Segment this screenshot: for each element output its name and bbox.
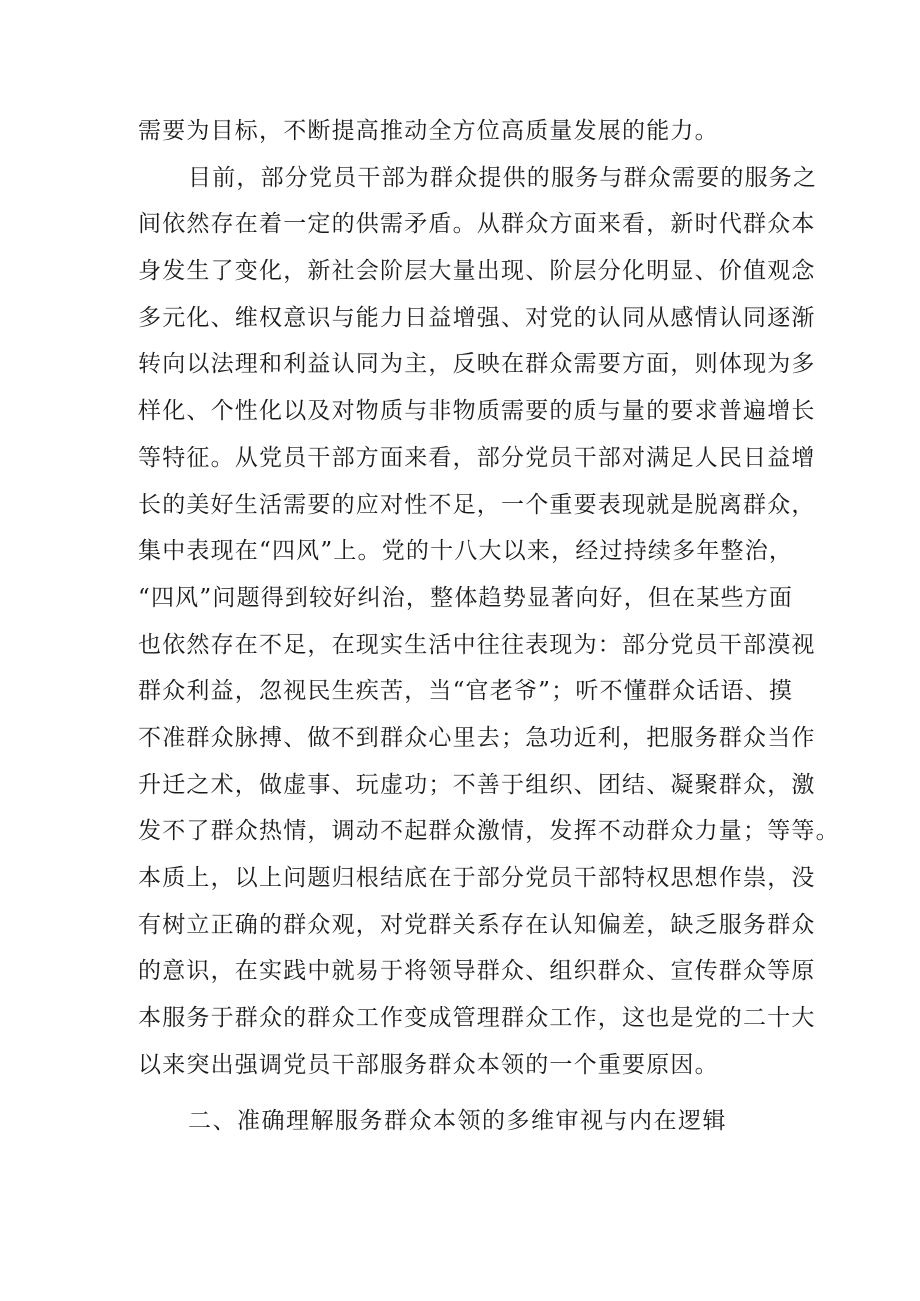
paragraph-2-line: 目前，部分党员干部为群众提供的服务与群众需要的服务之 — [188, 164, 818, 191]
paragraph-2-line: 有树立正确的群众观，对党群关系存在认知偏差，缺乏服务群众 — [138, 911, 816, 938]
paragraph-2-line: 升迁之术，做虚事、玩虚功；不善于组织、团结、凝聚群众，激 — [138, 771, 816, 798]
paragraph-2-line: 长的美好生活需要的应对性不足，一个重要表现就是脱离群众， — [138, 491, 816, 518]
paragraph-2-line: 的意识，在实践中就易于将领导群众、组织群众、宣传群众等原 — [138, 958, 816, 985]
paragraph-2-line: 转向以法理和利益认同为主，反映在群众需要方面，则体现为多 — [138, 351, 816, 378]
paragraph-2-line: 本质上，以上问题归根结底在于部分党员干部特权思想作祟，没 — [138, 865, 816, 891]
paragraph-2-line: 群众利益，忽视民生疾苦，当“官老爷”；听不懂群众话语、摸 — [138, 678, 794, 705]
paragraph-2-line: 也依然存在不足，在现实生活中往往表现为：部分党员干部漠视 — [138, 631, 816, 658]
paragraph-2-line: 等特征。从党员干部方面来看，部分党员干部对满足人民日益增 — [138, 444, 816, 471]
paragraph-2-line: 身发生了变化，新社会阶层大量出现、阶层分化明显、价值观念 — [138, 258, 816, 285]
paragraph-2-line: 以来突出强调党员干部服务群众本领的一个重要原因。 — [138, 1051, 719, 1078]
paragraph-1-line: 需要为目标，不断提高推动全方位高质量发展的能力。 — [138, 118, 719, 144]
paragraph-2-line: 样化、个性化以及对物质与非物质需要的质与量的要求普遍增长 — [138, 398, 816, 425]
body-text — [138, 108, 840, 1145]
paragraph-2-line: 本服务于群众的群众工作变成管理群众工作，这也是党的二十大 — [138, 1005, 816, 1032]
paragraph-2-line: 发不了群众热情，调动不起群众激情，发挥不动群众力量；等等。 — [138, 818, 840, 845]
paragraph-2-line: 不准群众脉搏、做不到群众心里去；急功近利，把服务群众当作 — [138, 724, 816, 751]
section-heading: 二、准确理解服务群众本领的多维审视与内在逻辑 — [188, 1108, 727, 1135]
paragraph-2-line: 多元化、维权意识与能力日益增强、对党的认同从感情认同逐渐 — [138, 304, 816, 331]
paragraph-2-line: “四风”问题得到较好纠治，整体趋势显著向好，但在某些方面 — [138, 584, 794, 611]
paragraph-2-line: 集中表现在“四风”上。党的十八大以来，经过持续多年整治， — [138, 538, 794, 565]
paragraph-2-line: 间依然存在着一定的供需矛盾。从群众方面来看，新时代群众本 — [138, 211, 816, 238]
